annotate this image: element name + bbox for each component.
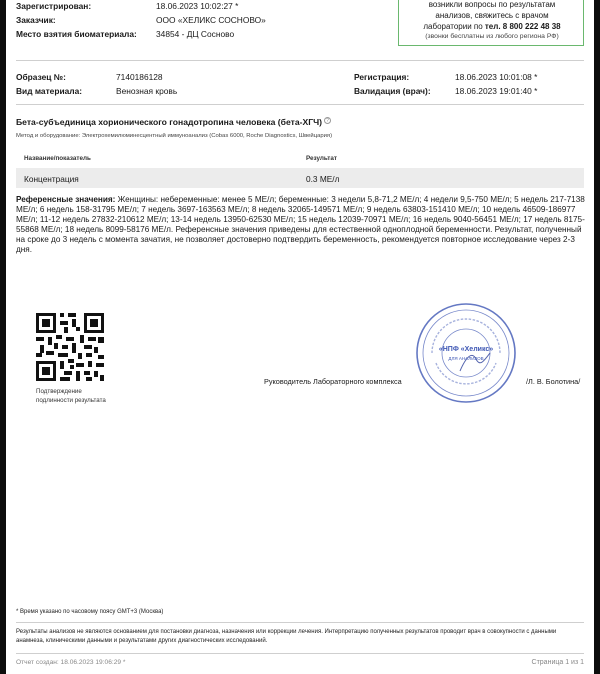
divider bbox=[16, 60, 584, 61]
column-result-header: Результат bbox=[306, 155, 337, 162]
registered-label: Зарегистрирован: bbox=[16, 1, 92, 11]
collection-place-label: Место взятия биоматериала: bbox=[16, 29, 137, 39]
material-type-value: Венозная кровь bbox=[116, 86, 178, 96]
lab-stamp bbox=[414, 301, 518, 405]
signer-name: /Л. В. Болотина/ bbox=[526, 377, 581, 386]
sample-number-label: Образец №: bbox=[16, 72, 66, 82]
contact-line-3-prefix: лаборатории по bbox=[423, 22, 485, 31]
signer-role: Руководитель Лабораторного комплекса bbox=[264, 377, 402, 386]
test-title-text: Бета-субъединица хорионического гонадотропина человека (бета-ХГЧ) bbox=[16, 117, 322, 127]
test-title bbox=[16, 117, 331, 127]
verification-caption bbox=[36, 388, 106, 405]
stamp-center-line-1: «НПФ «Хеликс» bbox=[438, 346, 494, 353]
qr-code[interactable] bbox=[36, 313, 104, 381]
table-row bbox=[16, 168, 584, 188]
report-page bbox=[6, 0, 594, 674]
info-icon[interactable]: ? bbox=[324, 117, 331, 124]
reference-label: Референсные значения: bbox=[16, 195, 118, 204]
contact-line-4: (звонки бесплатны из любого региона РФ) bbox=[425, 33, 559, 40]
disclaimer: Результаты анализов не являются основанием для постановки диагноза, назначения или коррекции лечения. Интерпретацию полученных результатов проводит врач в совокупности с данными анамнеза, клиническими данными и результатами других диагностических исследований. bbox=[16, 629, 557, 644]
indicator-name: Концентрация bbox=[24, 174, 79, 184]
contact-line-3 bbox=[399, 22, 585, 31]
report-created: Отчет создан: 18.06.2023 19:06:29 * bbox=[16, 659, 126, 666]
verification-line-1: Подтверждение bbox=[36, 388, 82, 395]
doctor-contact-box bbox=[398, 0, 584, 46]
material-type-label: Вид материала: bbox=[16, 86, 83, 96]
contact-phone: тел. 8 800 222 48 38 bbox=[484, 22, 561, 31]
divider bbox=[16, 622, 584, 623]
registered-value: 18.06.2023 10:02:27 * bbox=[156, 1, 239, 11]
divider bbox=[16, 104, 584, 105]
contact-line-2: анализов, свяжитесь с врачом bbox=[435, 11, 549, 20]
customer-value: ООО «ХЕЛИКС СОСНОВО» bbox=[156, 15, 266, 25]
reference-values bbox=[16, 195, 586, 256]
reference-text: Женщины: небеременные: менее 5 МЕ/л; беременные: 3 недели 5,8-71,2 МЕ/л; 4 недели 9,5-750 МЕ/л; 5 недель 217-7138 МЕ/л; 6 недель 158-31795 МЕ/л; 7 недель 3697-163563 МЕ/л; 8 недель 32065-149571 МЕ/л; 9 недель 63803-151410 МЕ/л; 10 недель 46509-186977 МЕ/л; 11-12 недель 27832-210612 МЕ/л; 13-14 недель 13950-62530 МЕ/л; 15 недель 12039-70971 МЕ/л; 16 недель 9040-56451 МЕ/л; 17 недель 8175-55868 МЕ/л; 18 недель 8099-58176 МЕ/л. Референсные значения приведены для естественной одноплодной беременности. Результат, полученный на сроке до 3 недель с момента зачатия, не позволяет достоверно подтвердить беременность, рекомендуется повторное исследование через 2-3 дня. bbox=[16, 195, 585, 255]
customer-label: Заказчик: bbox=[16, 15, 56, 25]
verification-line-2: подлинности результата bbox=[36, 396, 106, 404]
column-name-header: Название/показатель bbox=[24, 155, 91, 162]
method-line: Метод и оборудование: Электрохемилюминесцентный иммуноанализ (Cobas 6000, Roche Diagnostics, Швейцария) bbox=[16, 133, 333, 139]
page-number: Страница 1 из 1 bbox=[531, 659, 584, 666]
divider bbox=[16, 653, 584, 654]
registration-value: 18.06.2023 10:01:08 * bbox=[455, 72, 538, 82]
validation-label: Валидация (врач): bbox=[354, 86, 431, 96]
contact-line-1: возникли вопросы по результатам bbox=[428, 0, 556, 9]
collection-place-value: 34854 - ДЦ Сосново bbox=[156, 29, 235, 39]
results-table-header bbox=[16, 152, 584, 166]
registration-label: Регистрация: bbox=[354, 72, 410, 82]
sample-number-value: 7140186128 bbox=[116, 72, 163, 82]
indicator-result: 0.3 МЕ/л bbox=[306, 174, 340, 184]
validation-value: 18.06.2023 19:01:40 * bbox=[455, 86, 538, 96]
stamp-center-line-2: ДЛЯ АНАЛИЗОВ bbox=[448, 356, 484, 361]
timezone-note: * Время указано по часовому поясу GMT+3 (Москва) bbox=[16, 609, 164, 615]
